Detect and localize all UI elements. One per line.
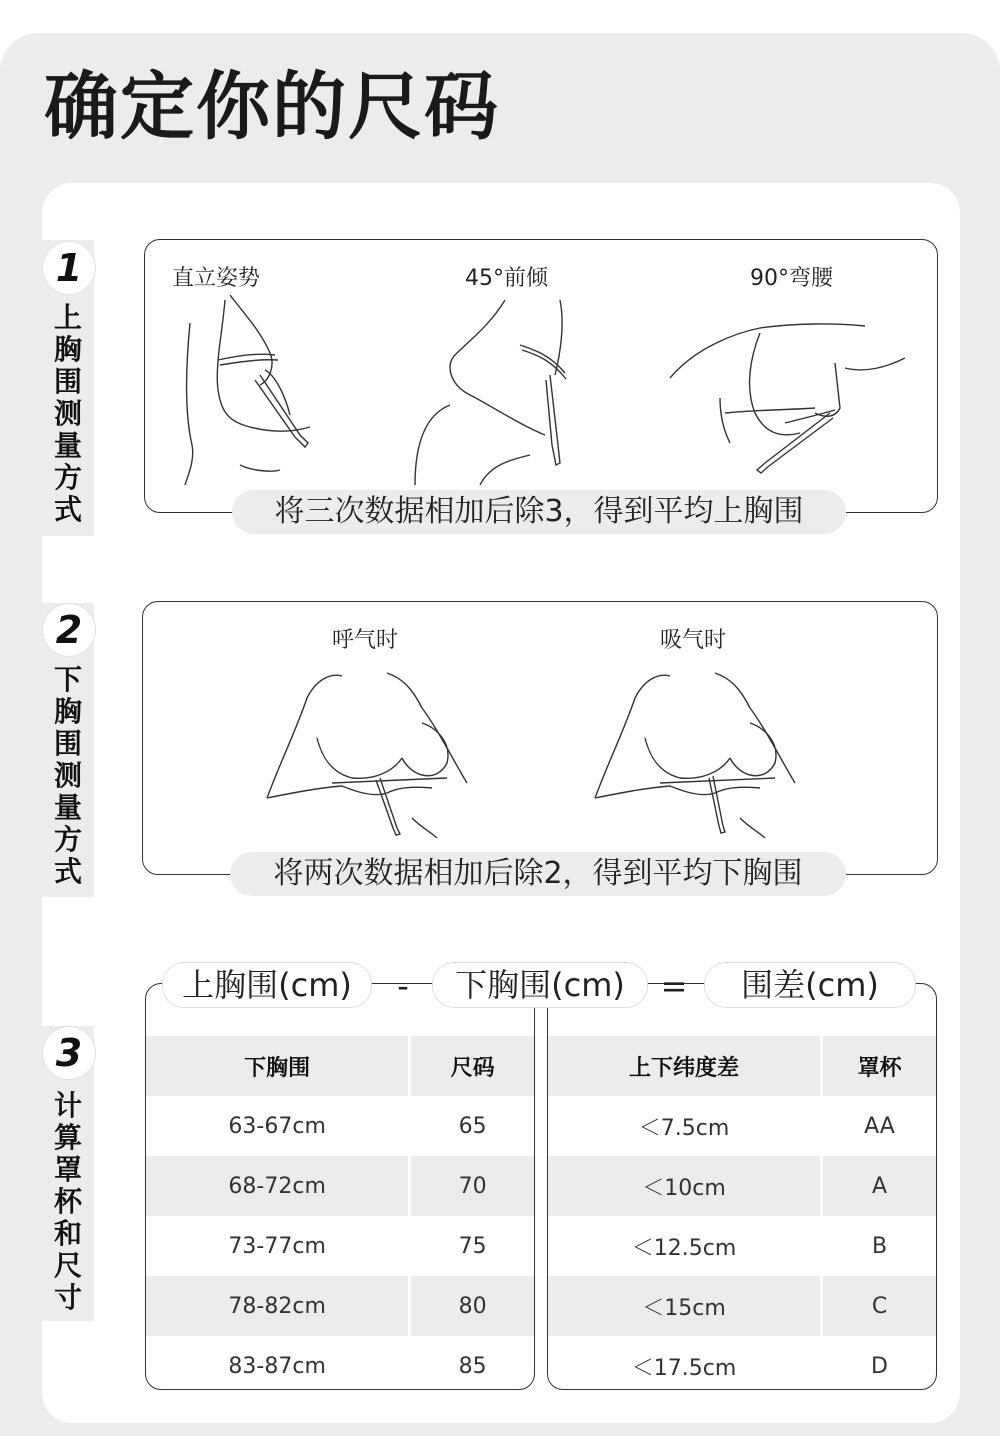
exhale-figure-illustration — [262, 668, 472, 838]
table-cell: A — [822, 1156, 937, 1216]
table-cell: 73-77cm — [146, 1216, 410, 1276]
table-cell: C — [822, 1276, 937, 1336]
table-cell: ＜7.5cm — [548, 1096, 822, 1156]
table-cell: 68-72cm — [146, 1156, 410, 1216]
step-2-number: 2 — [43, 604, 95, 656]
table-cell: ＜17.5cm — [548, 1336, 822, 1390]
table-cell: 85 — [458, 1353, 487, 1379]
table-cell: 75 — [458, 1233, 487, 1259]
lean-figure-illustration — [410, 295, 580, 485]
band-size-header-size: 尺码 — [410, 1036, 534, 1096]
inhale-figure-illustration — [590, 668, 800, 838]
table-cell: 63-67cm — [146, 1096, 410, 1156]
standing-figure-illustration — [170, 295, 340, 485]
table-cell: ＜12.5cm — [548, 1216, 822, 1276]
formula-equals: = — [660, 967, 688, 1005]
pose-label-exhale: 呼气时 — [332, 628, 399, 653]
formula-minus: - — [397, 967, 409, 1005]
step-1-number: 1 — [43, 242, 95, 294]
pose-label-inhale: 吸气时 — [660, 628, 727, 653]
cup-header-difference: 上下纬度差 — [548, 1036, 822, 1096]
table-cell: ＜10cm — [548, 1156, 822, 1216]
step-1-note: 将三次数据相加后除3，得到平均上胸围 — [232, 490, 846, 534]
table-cell: ＜15cm — [548, 1276, 822, 1336]
step-2-note: 将两次数据相加后除2，得到平均下胸围 — [230, 852, 846, 896]
table-cell: AA — [864, 1113, 895, 1139]
step-3-label: 计 算 罩 杯 和 尺 寸 — [53, 1089, 82, 1314]
table-cell: 78-82cm — [146, 1276, 410, 1336]
page-title: 确定你的尺码 — [44, 64, 500, 150]
cup-header-cup: 罩杯 — [822, 1036, 937, 1096]
pose-label-standing: 直立姿势 — [172, 266, 261, 291]
table-cell: 83-87cm — [146, 1336, 410, 1390]
step-3-number: 3 — [43, 1027, 95, 1079]
cup-table-frame — [547, 983, 937, 1390]
pose-label-bend-90: 90°弯腰 — [750, 266, 833, 291]
band-size-table — [146, 1036, 534, 1390]
pose-label-lean-45: 45°前倾 — [465, 266, 548, 291]
formula-upper-bust: 上胸围(cm) — [162, 962, 372, 1008]
table-cell: 70 — [410, 1156, 534, 1216]
table-cell: B — [871, 1233, 888, 1259]
table-cell: 80 — [410, 1276, 534, 1336]
step-1-label: 上 胸 围 测 量 方 式 — [53, 301, 82, 526]
formula-under-bust: 下胸围(cm) — [432, 962, 648, 1008]
band-size-header-band: 下胸围 — [146, 1036, 410, 1096]
bend-figure-illustration — [665, 318, 915, 488]
formula-difference: 围差(cm) — [704, 962, 916, 1008]
table-cell: 65 — [458, 1113, 487, 1139]
band-size-table-frame — [145, 983, 535, 1390]
table-cell: D — [871, 1353, 888, 1379]
step-2-label: 下 胸 围 测 量 方 式 — [53, 663, 82, 888]
cup-table — [548, 1036, 936, 1390]
